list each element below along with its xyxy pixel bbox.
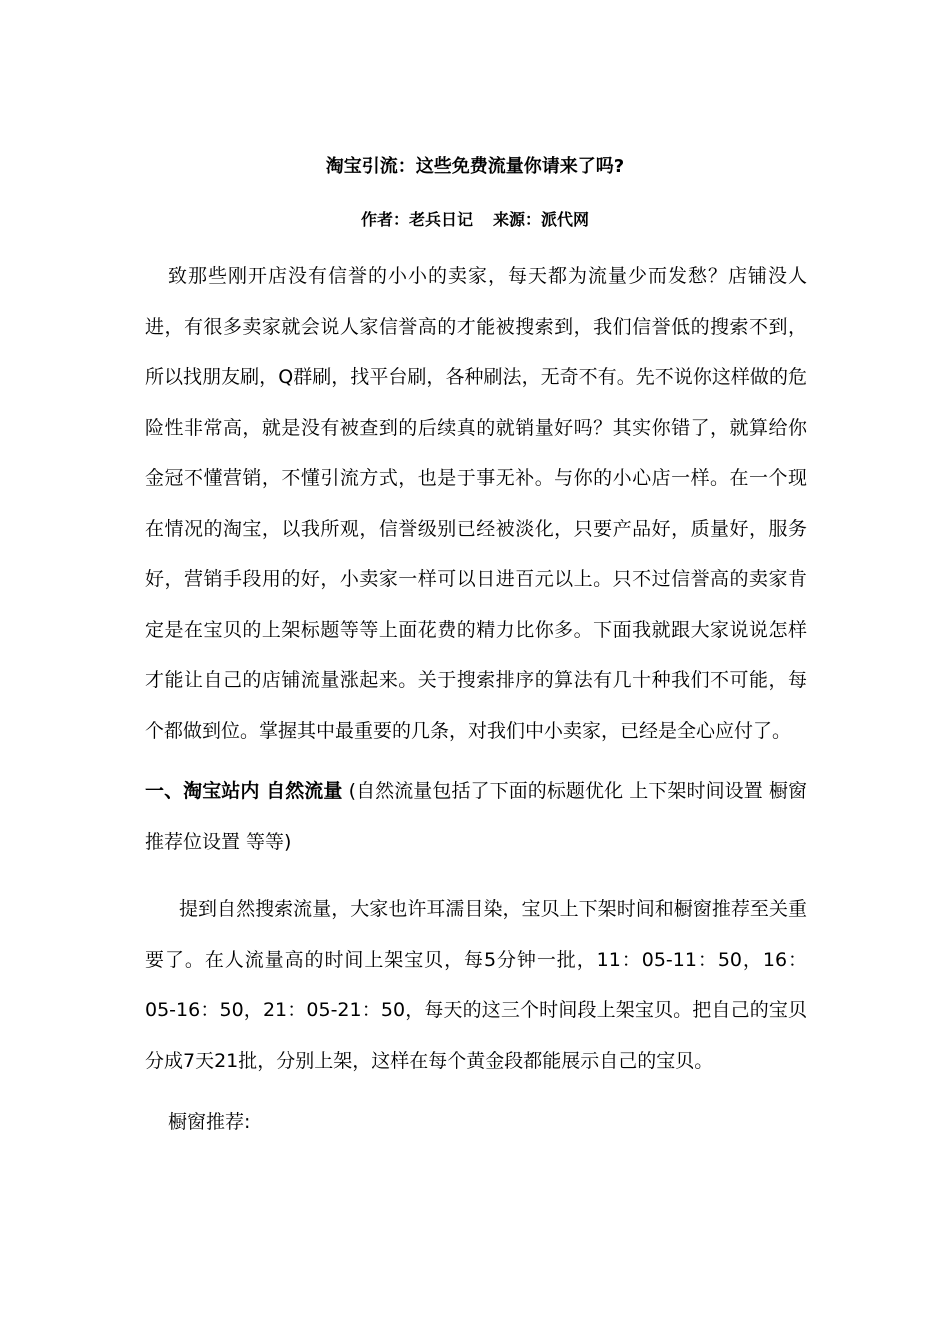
intro-paragraph: 致那些刚开店没有信誉的小小的卖家，每天都为流量少而发愁？店铺没人进，有很多卖家就会说人家信誉高的才能被搜索到，我们信誉低的搜索不到，所以找朋友刷，Q群刷，找平台刷，各种刷法，无奇不有。先不说你这样做的危险性非常高，就是没有被查到的后续真的就销量好吗？其实你错了，就算给你金冠不懂营销，不懂引流方式，也是于事无补。与你的小心店一样。在一个现在情况的淘宝，以我所观，信誉级别已经被淡化，只要产品好，质量好，服务好，营销手段用的好，小卖家一样可以日进百元以上。只不过信誉高的卖家肯定是在宝贝的上架标题等等上面花费的精力比你多。下面我就跟大家说说怎样才能让自己的店铺流量涨起来。关于搜索排序的算法有几十种我们不可能，每个都做到位。掌握其中最重要的几条，对我们中小卖家，已经是全心应付了。 (145, 265, 807, 742)
section-number: 一、 (145, 780, 184, 802)
subsection-label: 橱窗推荐: (168, 1111, 251, 1133)
section-note: (自然流量包括了下面的标题优化 上下架时间设置 橱窗推荐位设置 等等) (145, 780, 807, 853)
body-paragraph: 提到自然搜索流量，大家也许耳濡目染，宝贝上下架时间和橱窗推荐至关重要了。在人流量高的时间上架宝贝，每5分钟一批，11：05-11：50，16：05-16：50，21：05-21：50，每天的这三个时间段上架宝贝。把自己的宝贝分成7天21批，分别上架，这样在每个黄金段都能展示自己的宝贝。 (145, 898, 807, 1072)
article-title: 淘宝引流：这些免费流量你请来了吗? (325, 156, 625, 177)
author: 作者：老兵日记 (360, 210, 473, 229)
source: 来源：派代网 (493, 210, 590, 229)
section-heading (145, 766, 807, 867)
byline (0, 205, 950, 235)
section-title: 淘宝站内 自然流量 (183, 780, 343, 802)
